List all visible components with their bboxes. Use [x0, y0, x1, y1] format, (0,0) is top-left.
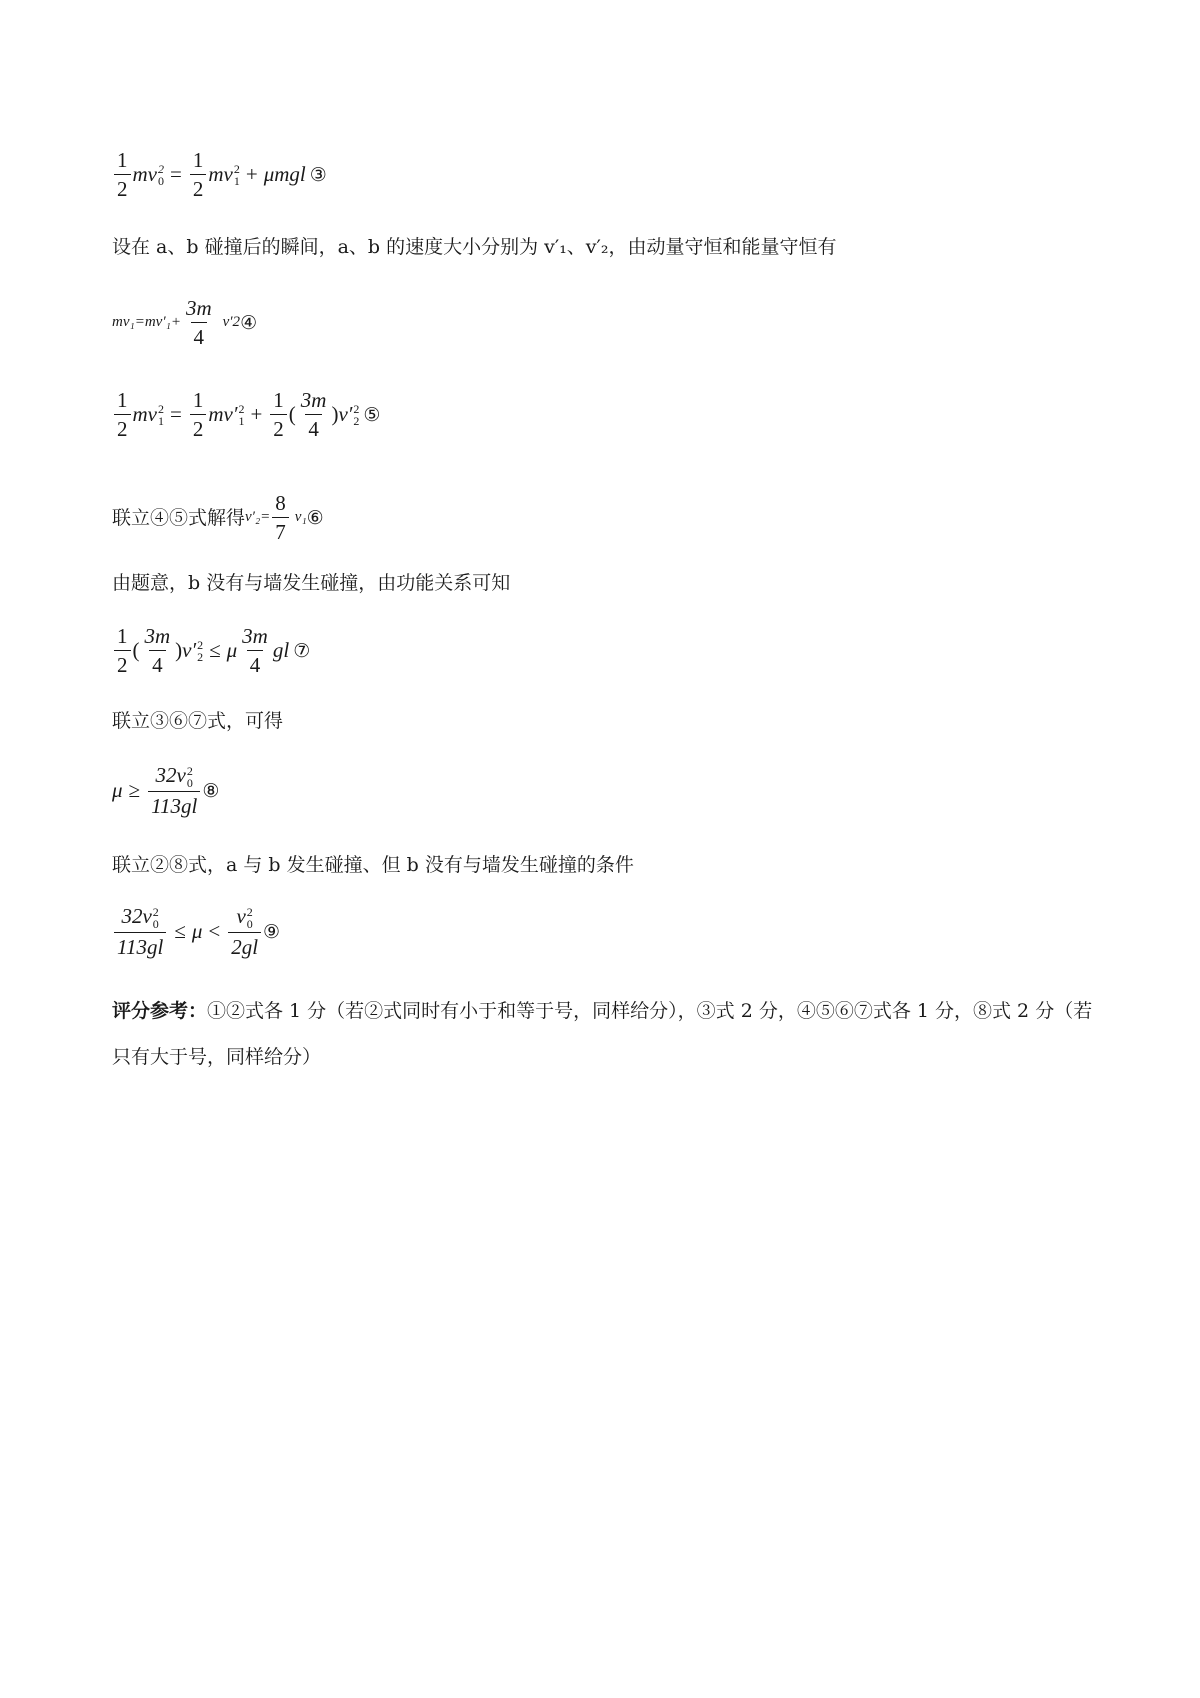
equation-8: μ ≥ 32v 2 0 113gl ⑧ — [112, 763, 220, 819]
scoring-reference — [112, 988, 1097, 1080]
text-line-condition: 联立②⑧式，a 与 b 发生碰撞、但 b 没有与墙发生碰撞的条件 — [112, 854, 634, 876]
fraction-half: $\frac{1}{2}$ — [114, 148, 131, 201]
equation-5: $\frac{1}{2}$ mv 2 1 = $\frac{1}{2}$ mv′ 2 1 + $\frac{1}{2}$ ( $\frac{3m}{4}$ ) v′ 2 2 ⑤ — [112, 388, 380, 441]
equation-7: $\frac{1}{2}$ ( $\frac{3m}{4}$ ) v′ 2 2 ≤ μ $\frac{3m}{4}$ gl ⑦ — [112, 624, 310, 677]
equation-6: 联立④⑤式解得 v′₂= $\frac{8}{7}$ v₁ ⑥ — [112, 491, 324, 544]
equation-number: ⑤ — [363, 403, 381, 426]
equation-number: ⑨ — [263, 920, 281, 943]
equation-number: ⑧ — [202, 779, 220, 802]
equation-3: $\frac{1}{2}$ mv 2 0 = $\frac{1}{2}$ mv 2 1 + μmgl ③ — [112, 148, 327, 201]
equation-number: ⑦ — [293, 639, 311, 662]
equation-4: mv₁=mv′₁+ $\frac{3m}{4}$ v′2 ④ — [112, 296, 258, 349]
text-line-wall: 由题意，b 没有与墙发生碰撞，由功能关系可知 — [112, 572, 511, 594]
text-line-collision: 设在 a、b 碰撞后的瞬间，a、b 的速度大小分别为 v′₁、v′₂，由动量守恒和能量守恒有 — [112, 236, 837, 258]
term-mv: mv — [132, 162, 157, 186]
equation-number: ③ — [309, 163, 327, 186]
text-line-combine: 联立③⑥⑦式，可得 — [112, 710, 284, 732]
equation-number: ④ — [240, 311, 258, 334]
fraction-half: $\frac{1}{2}$ — [190, 148, 207, 201]
equation-number: ⑥ — [306, 506, 324, 529]
scoring-label: 评分参考： — [112, 1000, 208, 1022]
scoring-text: ①②式各 1 分（若②式同时有小于和等于号，同样给分），③式 2 分，④⑤⑥⑦式各 1 分，⑧式 2 分（若只有大于号，同样给分） — [112, 1000, 1093, 1068]
equation-9: 32v 2 0 113gl ≤ μ < v 2 0 2gl ⑨ — [112, 904, 280, 959]
